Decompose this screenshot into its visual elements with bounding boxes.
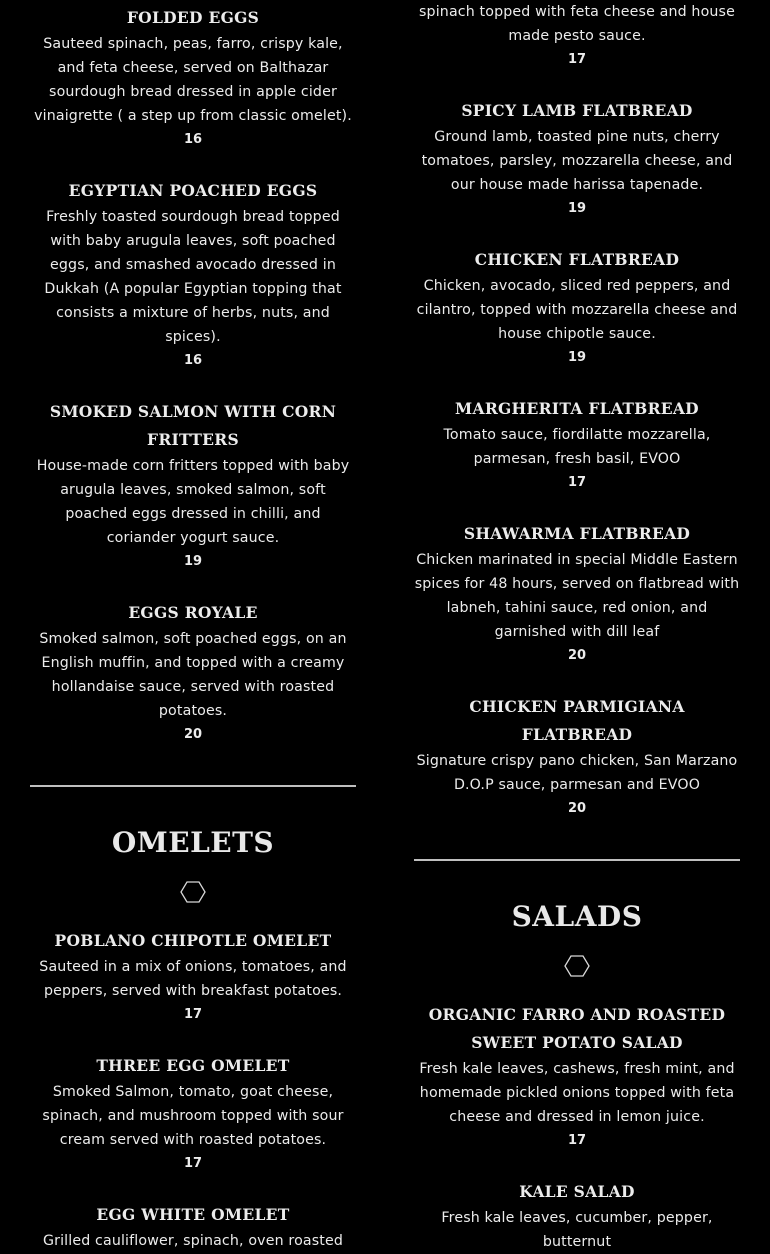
menu-item-chicken-parmigiana-flatbread — [414, 693, 740, 821]
menu-item-price: 17 — [567, 475, 587, 490]
menu-item-price: 19 — [567, 201, 587, 216]
menu-item-title: SPICY LAMB FLATBREAD — [461, 101, 693, 120]
menu-item-price: 17 — [183, 1007, 203, 1022]
menu-item-title: ORGANIC FARRO AND ROASTED SWEET POTATO SALAD — [428, 1005, 726, 1052]
menu-item-price: 16 — [183, 132, 203, 147]
left-menu-column — [30, 0, 356, 1253]
menu-item-price: 20 — [183, 727, 203, 742]
menu-item-chicken-flatbread — [414, 246, 740, 370]
menu-item-description: Tomato sauce, fiordilatte mozzarella, parmesan, fresh basil, EVOO — [443, 427, 711, 467]
menu-item-three-egg-omelet — [30, 1052, 356, 1176]
menu-item-description: House-made corn fritters topped with baby arugula leaves, smoked salmon, soft poached eggs dressed in chilli, and coriander yogurt sauce. — [36, 458, 350, 546]
menu-item-price: 19 — [183, 554, 203, 569]
menu-item-title: SMOKED SALMON WITH CORN FRITTERS — [49, 402, 337, 449]
menu-item-description: Signature crispy pano chicken, San Marzano D.O.P sauce, parmesan and EVOO — [416, 753, 738, 793]
menu-item-eggs-royale — [30, 599, 356, 747]
menu-item-description: Freshly toasted sourdough bread topped with baby arugula leaves, soft poached eggs, and smashed avocado dressed in Dukkah (A popular Egyptian topping that consists a mixture of herbs, nuts, and spices). — [44, 209, 342, 345]
menu-item-title: EGYPTIAN POACHED EGGS — [68, 181, 318, 200]
menu-item-title: CHICKEN FLATBREAD — [474, 250, 680, 269]
right-menu-column — [414, 0, 740, 1254]
menu-item-price: 19 — [567, 350, 587, 365]
menu-item-price: 20 — [567, 648, 587, 663]
menu-item-title: SHAWARMA FLATBREAD — [463, 524, 691, 543]
menu-item-folded-eggs — [30, 4, 356, 152]
menu-item-description: Sauteed spinach, peas, farro, crispy kale, and feta cheese, served on Balthazar sourdough bread dressed in apple cider vinaigrette ( a step up from classic omelet). — [34, 36, 352, 124]
menu-item-kale-salad — [414, 1178, 740, 1254]
menu-item-title: EGGS ROYALE — [128, 603, 258, 622]
menu-item-egg-white-omelet — [30, 1201, 356, 1253]
section-title-salads: SALADS — [511, 900, 643, 933]
menu-item-title: FOLDED EGGS — [126, 8, 260, 27]
menu-item-description: Smoked Salmon, tomato, goat cheese, spinach, and mushroom topped with sour cream served with roasted potatoes. — [42, 1084, 344, 1148]
menu-item-poblano-chipotle-omelet — [30, 927, 356, 1027]
menu-item-description: Smoked salmon, soft poached eggs, on an English muffin, and topped with a creamy hollandaise sauce, served with roasted potatoes. — [39, 631, 347, 719]
menu-item-title: EGG WHITE OMELET — [96, 1205, 290, 1224]
menu-item-price: 17 — [567, 52, 587, 67]
menu-item-shawarma-flatbread — [414, 520, 740, 668]
menu-item-smoked-salmon-corn-fritters — [30, 398, 356, 574]
hexagon-icon — [414, 955, 740, 979]
menu-item-margherita-flatbread — [414, 395, 740, 495]
menu-item-title: THREE EGG OMELET — [96, 1056, 290, 1075]
menu-item-price: 16 — [183, 353, 203, 368]
menu-item-title: POBLANO CHIPOTLE OMELET — [54, 931, 332, 950]
menu-item-price: 20 — [567, 801, 587, 816]
menu-item-farro-sweet-potato-salad — [414, 1001, 740, 1153]
menu-item-spicy-lamb-flatbread — [414, 97, 740, 221]
menu-item-title: KALE SALAD — [519, 1182, 635, 1201]
menu-item-continued — [414, 0, 740, 72]
menu-item-description: Ground lamb, toasted pine nuts, cherry tomatoes, parsley, mozzarella cheese, and our house made harissa tapenade. — [421, 129, 733, 193]
menu-item-description: Fresh kale leaves, cashews, fresh mint, and homemade pickled onions topped with feta cheese and dressed in lemon juice. — [419, 1061, 735, 1125]
menu-item-description: spinach topped with feta cheese and house made pesto sauce. — [419, 4, 735, 44]
menu-item-price: 17 — [183, 1156, 203, 1171]
menu-item-description: Sauteed in a mix of onions, tomatoes, and peppers, served with breakfast potatoes. — [39, 959, 347, 999]
section-title-omelets: OMELETS — [111, 826, 275, 859]
menu-item-title: MARGHERITA FLATBREAD — [455, 399, 699, 418]
hexagon-icon — [30, 881, 356, 905]
menu-item-description: Fresh kale leaves, cucumber, pepper, butternut — [441, 1210, 713, 1250]
menu-item-price: 17 — [567, 1133, 587, 1148]
menu-item-egyptian-poached-eggs — [30, 177, 356, 373]
menu-item-title: CHICKEN PARMIGIANA FLATBREAD — [469, 697, 685, 744]
menu-item-description: Chicken, avocado, sliced red peppers, and cilantro, topped with mozzarella cheese and house chipotle sauce. — [416, 278, 738, 342]
menu-item-description: Chicken marinated in special Middle Eastern spices for 48 hours, served on flatbread with labneh, tahini sauce, red onion, and garnished with dill leaf — [414, 552, 740, 640]
menu-item-description: Grilled cauliflower, spinach, oven roasted — [42, 1233, 344, 1249]
